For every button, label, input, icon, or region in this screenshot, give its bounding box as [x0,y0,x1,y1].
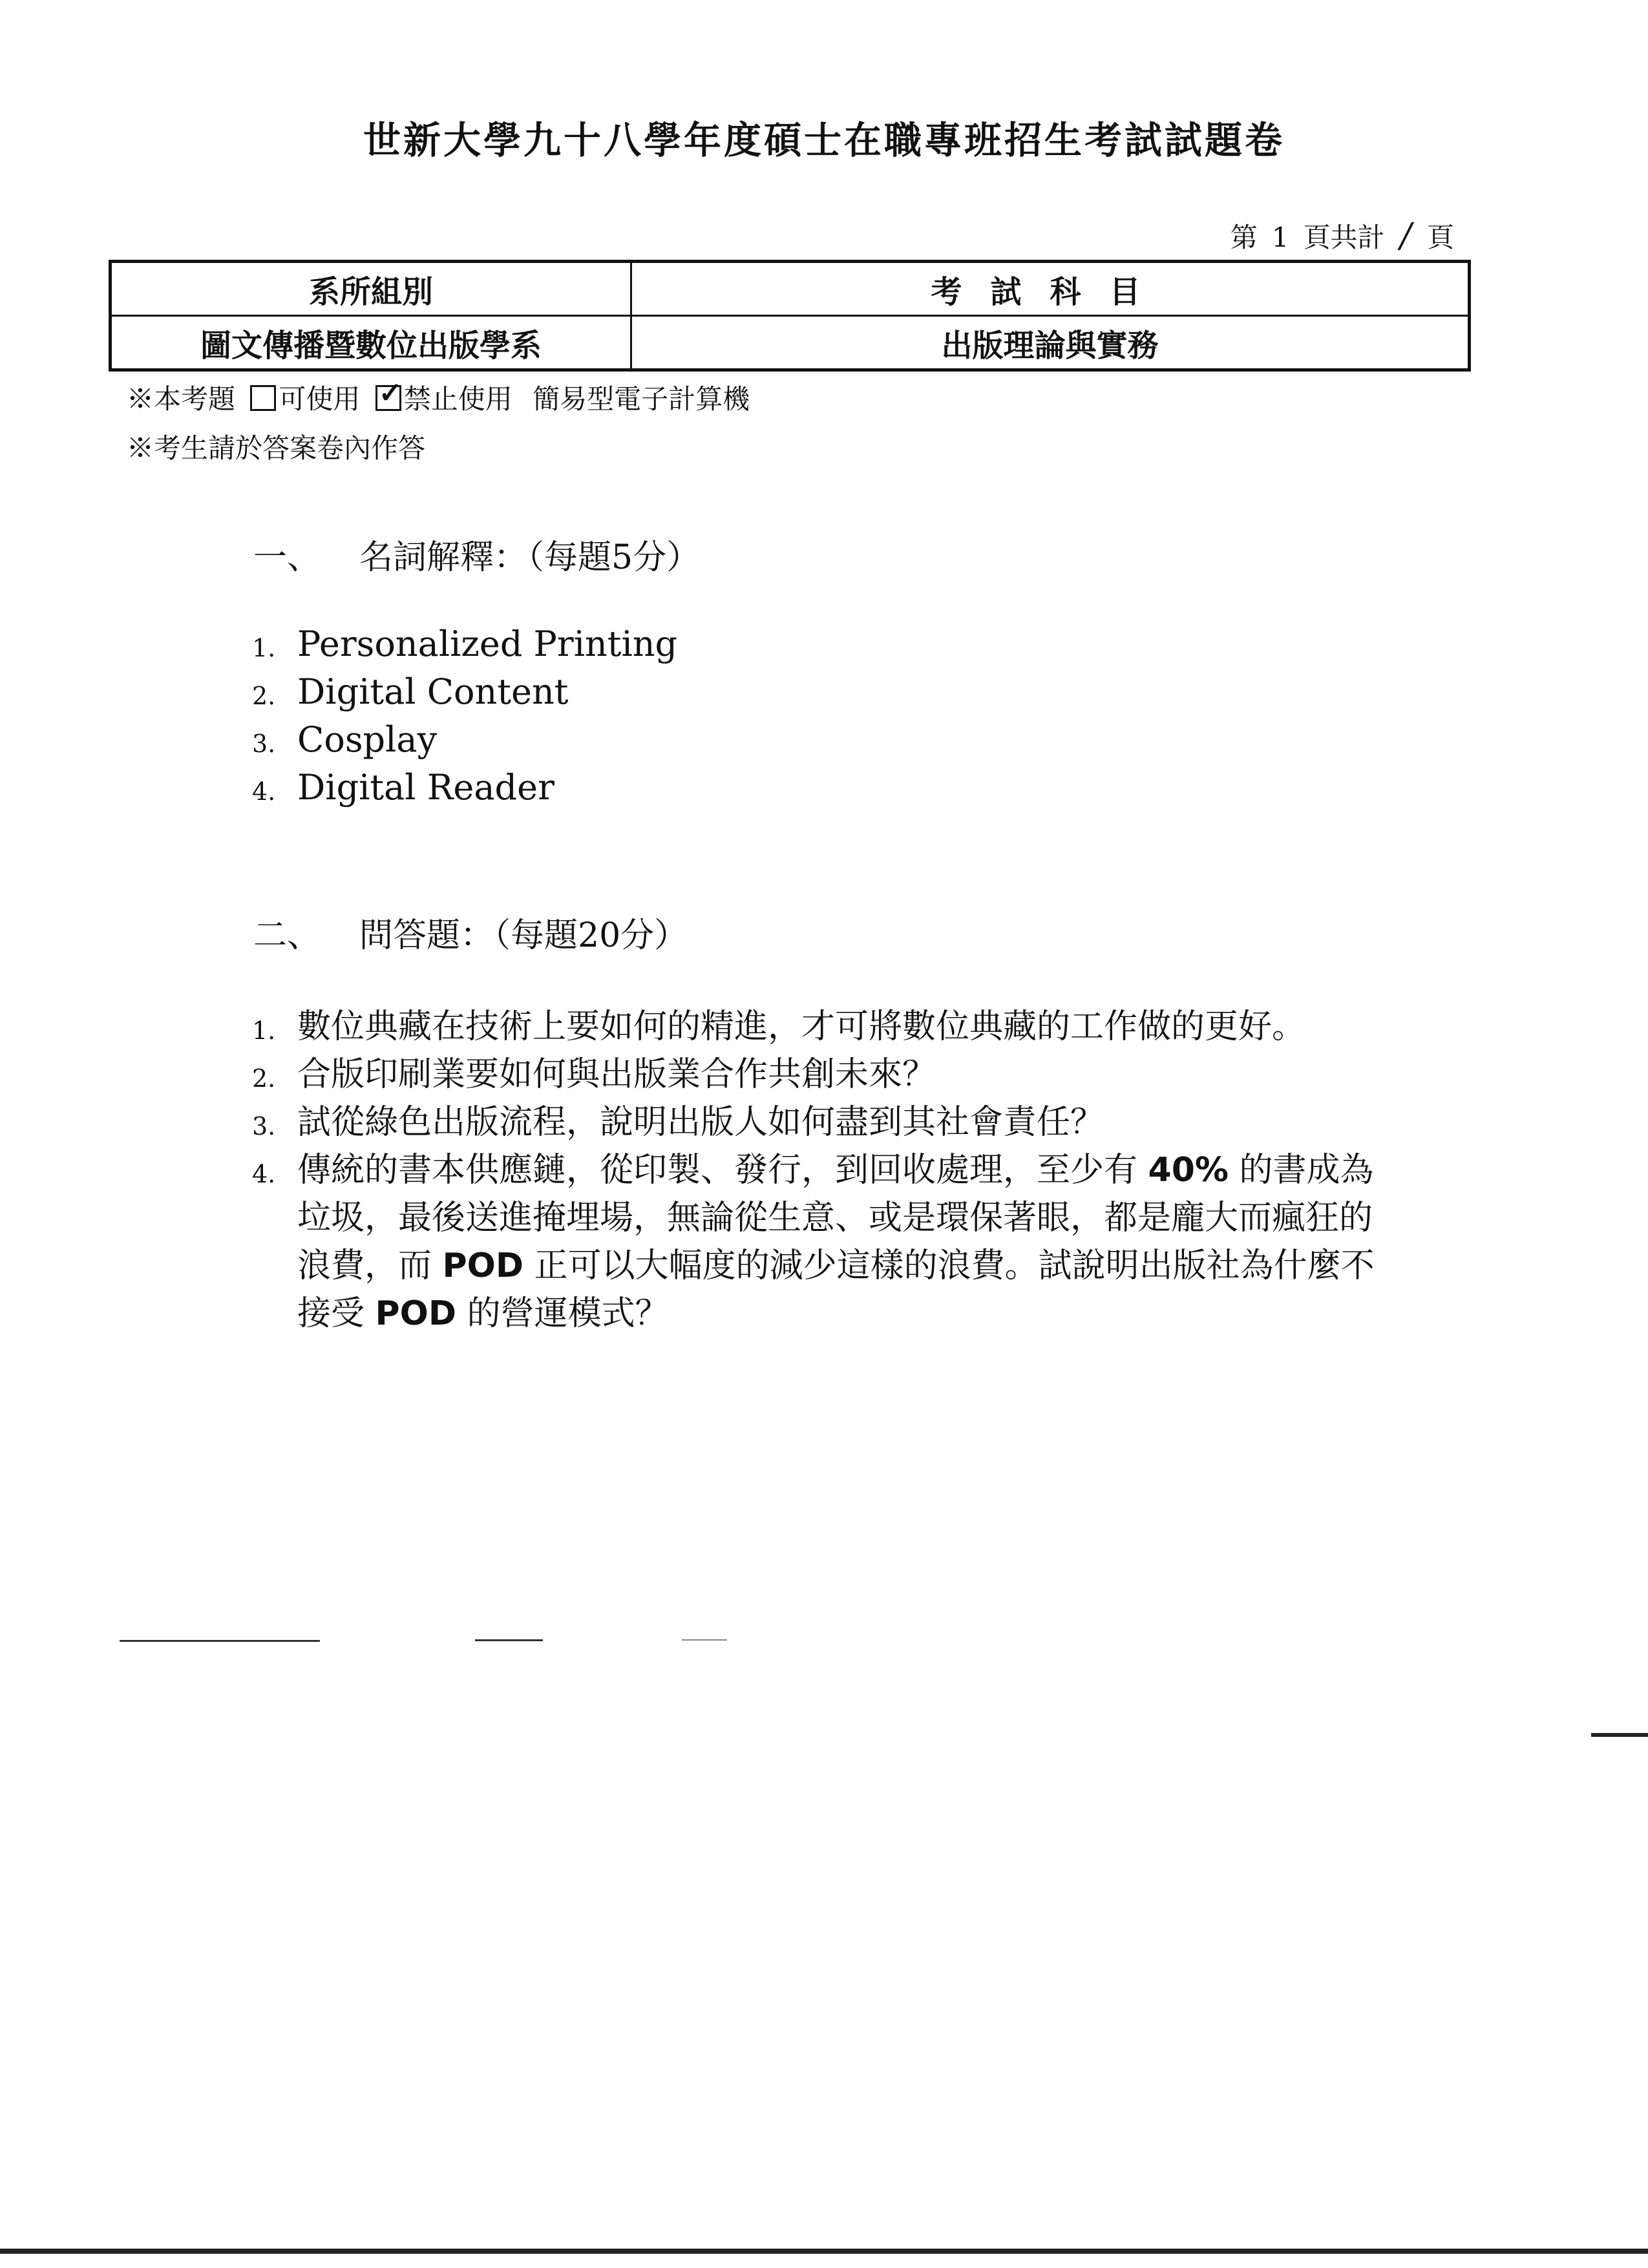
section1-number: 一、 [253,538,321,577]
page-number: 1 [1271,222,1289,253]
page-counter [1231,216,1454,255]
allowed-checkbox [250,385,276,411]
calc-prefix: ※本考題 [127,383,236,415]
check-mark-icon: ✓ [378,377,403,410]
item-number: 1. [252,1016,276,1045]
item-text: 合版印刷業要如何與出版業合作共創未來？ [297,1055,936,1094]
item-text-a: 傳統的書本供應鏈，從印製、發行，到回收處理，至少有 [297,1151,1138,1190]
item-number: 2. [252,682,276,710]
subject-header: 考試科目 [631,262,1470,316]
page-middle: 頁共計 [1303,222,1385,253]
list-item [252,668,677,716]
item-text-c: 正可以大幅度的減少這樣的浪費。試說明出版社為什麼不接受 [297,1246,1375,1333]
forbidden-checkbox [375,377,403,411]
page-suffix: 頁 [1426,222,1454,253]
item-text: Cosplay [297,719,438,760]
item-number: 2. [252,1064,276,1093]
item-text: 數位典藏在技術上要如何的精進，才可將數位典藏的工作做的更好。 [297,1007,1306,1046]
dept-header: 系所組別 [111,262,631,316]
item-number: 3. [252,730,276,758]
exam-title: 世新大學九十八學年度碩士在職專班招生考試試題卷 [363,118,1285,162]
item-text: Personalized Printing [297,624,678,664]
option-forbidden: 禁止使用 [403,383,512,415]
option-allowed: 可使用 [279,383,361,415]
list-item [252,620,677,668]
item-text: 試從綠色出版流程，說明出版人如何盡到其社會責任？ [297,1103,1104,1142]
section2-list [252,1003,1396,1338]
exam-notes [127,375,750,473]
scan-rule [682,1639,727,1641]
page-prefix: 第 [1230,222,1258,253]
section2-heading [253,908,688,956]
list-item [252,764,677,812]
item-number: 1. [252,634,276,662]
list-item [252,1146,1396,1338]
scan-rule [120,1640,320,1642]
info-table [109,260,1471,372]
item-number: 4. [252,777,276,806]
list-item [252,716,677,764]
item-number: 4. [252,1160,276,1188]
scan-rule [475,1639,543,1641]
page-total: / [1400,216,1411,255]
scan-bottom-edge [0,2249,1648,2254]
answer-note: ※考生請於答案卷內作答 [127,432,426,464]
item-text: Digital Reader [297,767,555,808]
pod-term: POD [375,1294,457,1333]
percent-value: 40% [1148,1151,1229,1190]
subject-value: 出版理論與實務 [631,316,1470,370]
item-number: 3. [252,1112,276,1140]
section2-number: 二、 [253,916,321,955]
list-item [252,1003,1396,1051]
pod-term: POD [442,1246,524,1285]
section2-title: 問答題：（每題20分） [359,916,688,955]
dept-value: 圖文傳播暨數位出版學系 [111,316,631,370]
section1-title: 名詞解釋：（每題5分） [359,538,701,577]
list-item [252,1098,1396,1146]
section1-heading [253,530,700,578]
item-text-d: 的營運模式？ [467,1294,669,1333]
item-text: Digital Content [297,671,569,712]
item-text-b: 的書成為垃圾，最後送進掩埋場，無論從生意、或是環保著眼，都是龐大而瘋狂的浪費，而 [297,1151,1374,1285]
list-item [252,1051,1396,1098]
section1-list [252,620,677,812]
calc-suffix: 簡易型電子計算機 [533,383,750,415]
scan-mark [1591,1733,1648,1737]
calculator-note [127,375,750,424]
